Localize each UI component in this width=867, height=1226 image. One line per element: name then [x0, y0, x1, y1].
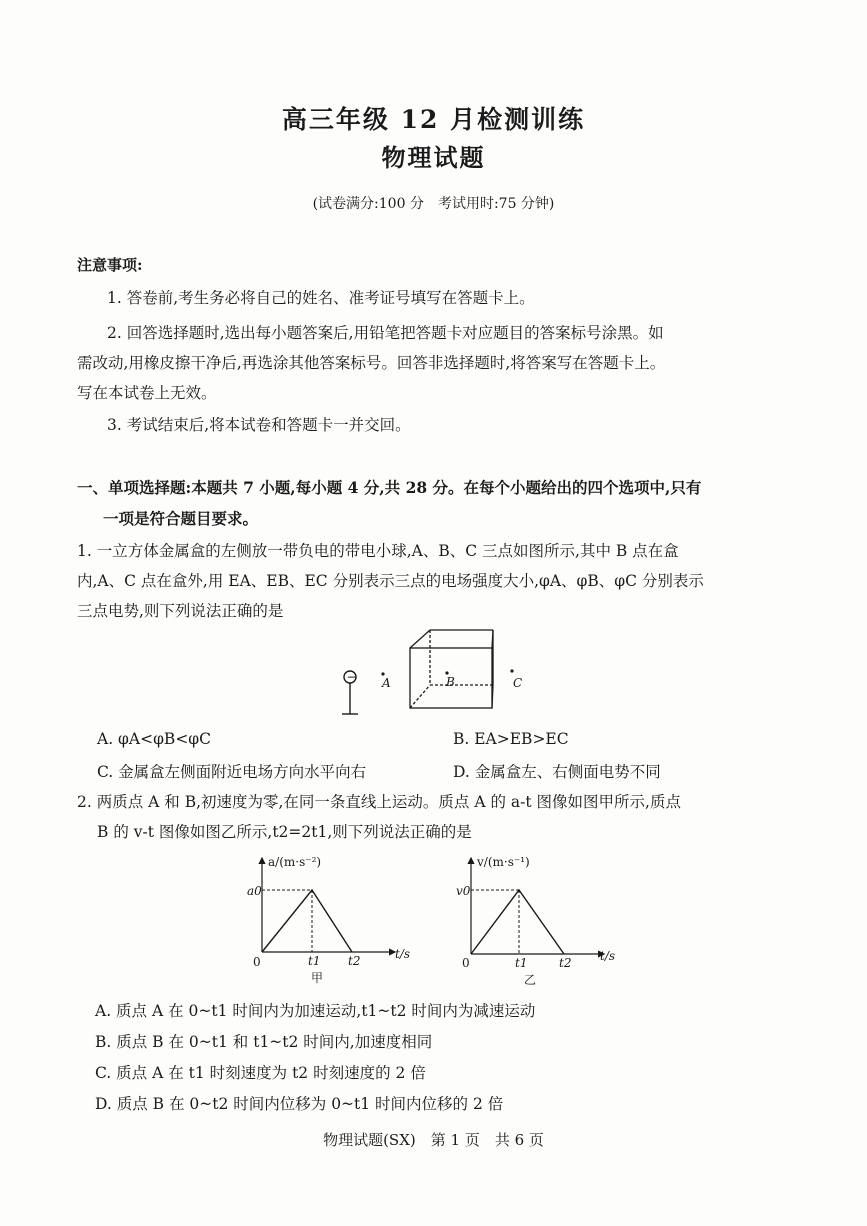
point-b-label: B — [446, 675, 455, 689]
figure-caption: 乙 — [524, 973, 537, 987]
origin-label: 0 — [462, 956, 470, 970]
t2-label: t2 — [348, 954, 361, 968]
q1-stem-line-3: 三点电势,则下列说法正确的是 — [77, 602, 284, 620]
notice-heading: 注意事项: — [77, 256, 143, 274]
y-tick-label: v0 — [456, 884, 471, 898]
q1-option-a: A. φA<φB<φC — [97, 730, 212, 748]
a-t-curve — [262, 890, 352, 952]
figure-caption: 甲 — [311, 971, 324, 985]
page-footer: 物理试题(SX) 第 1 页 共 6 页 — [323, 1131, 544, 1149]
t2-label: t2 — [559, 956, 572, 970]
q2-graph-yi — [454, 850, 629, 990]
y-axis-label: v/(m·s⁻¹) — [477, 855, 530, 869]
x-axis-label: t/s — [600, 949, 616, 963]
y-axis-label: a/(m·s⁻²) — [268, 855, 322, 869]
q2-option-d: D. 质点 B 在 0~t2 时间内位移为 0~t1 时间内位移的 2 倍 — [95, 1095, 504, 1113]
t1-label: t1 — [515, 956, 528, 970]
point-c-dot — [510, 669, 513, 672]
q1-stem-line-2: 内,A、C 点在盒外,用 EA、EB、EC 分别表示三点的电场强度大小,φA、φB、φC 分别表示 — [77, 572, 704, 590]
exam-info: (试卷满分:100 分 考试用时:75 分钟) — [312, 196, 555, 212]
svg-text:−: − — [346, 670, 357, 684]
metal-box-cube — [410, 630, 493, 708]
charged-ball-icon — [342, 670, 358, 714]
exam-subject: 物理试题 — [381, 143, 486, 172]
y-tick-label: a0 — [247, 884, 262, 898]
point-c-label: C — [513, 676, 523, 690]
q1-option-c: C. 金属盒左侧面附近电场方向水平向右 — [97, 763, 367, 781]
q2-option-c: C. 质点 A 在 t1 时刻速度为 t2 时刻速度的 2 倍 — [95, 1064, 426, 1082]
q2-graph-jia — [245, 850, 420, 990]
section-1-heading-cont: 一项是符合题目要求。 — [103, 509, 259, 528]
q1-option-d: D. 金属盒左、右侧面电势不同 — [453, 763, 661, 781]
q2-stem-line-2: B 的 v-t 图像如图乙所示,t2=2t1,则下列说法正确的是 — [97, 823, 472, 841]
point-a-label: A — [382, 676, 391, 690]
exam-title: 高三年级 12 月检测训练 — [281, 105, 586, 134]
q2-option-a: A. 质点 A 在 0~t1 时间内为加速运动,t1~t2 时间内为减速运动 — [95, 1002, 536, 1020]
q2-option-b: B. 质点 B 在 0~t1 和 t1~t2 时间内,加速度相同 — [95, 1033, 433, 1051]
q1-stem-line-1: 1. 一立方体金属盒的左侧放一带负电的带电小球,A、B、C 三点如图所示,其中 B 点在盒 — [77, 542, 679, 560]
notice-item-2-line-1: 2. 回答选择题时,选出每小题答案后,用铅笔把答题卡对应题目的答案标号涂黑。如 — [107, 324, 664, 342]
section-1-heading: 一、单项选择题:本题共 7 小题,每小题 4 分,共 28 分。在每个小题给出的四个选项中,只有 — [77, 478, 702, 497]
origin-label: 0 — [253, 955, 261, 969]
v-t-curve — [471, 890, 564, 954]
notice-item-1: 1. 答卷前,考生务必将自己的姓名、准考证号填写在答题卡上。 — [107, 289, 535, 307]
notice-item-2-line-3: 写在本试卷上无效。 — [77, 384, 217, 402]
q1-figure-cube — [330, 625, 550, 725]
q2-stem-line-1: 2. 两质点 A 和 B,初速度为零,在同一条直线上运动。质点 A 的 a-t 图像如图甲所示,质点 — [77, 793, 681, 811]
x-axis-label: t/s — [395, 947, 411, 961]
t1-label: t1 — [308, 954, 321, 968]
notice-item-3: 3. 考试结束后,将本试卷和答题卡一并交回。 — [107, 416, 411, 434]
q1-option-b: B. EA>EB>EC — [453, 730, 569, 748]
notice-item-2-line-2: 需改动,用橡皮擦干净后,再选涂其他答案标号。回答非选择题时,将答案写在答题卡上。 — [77, 354, 666, 372]
